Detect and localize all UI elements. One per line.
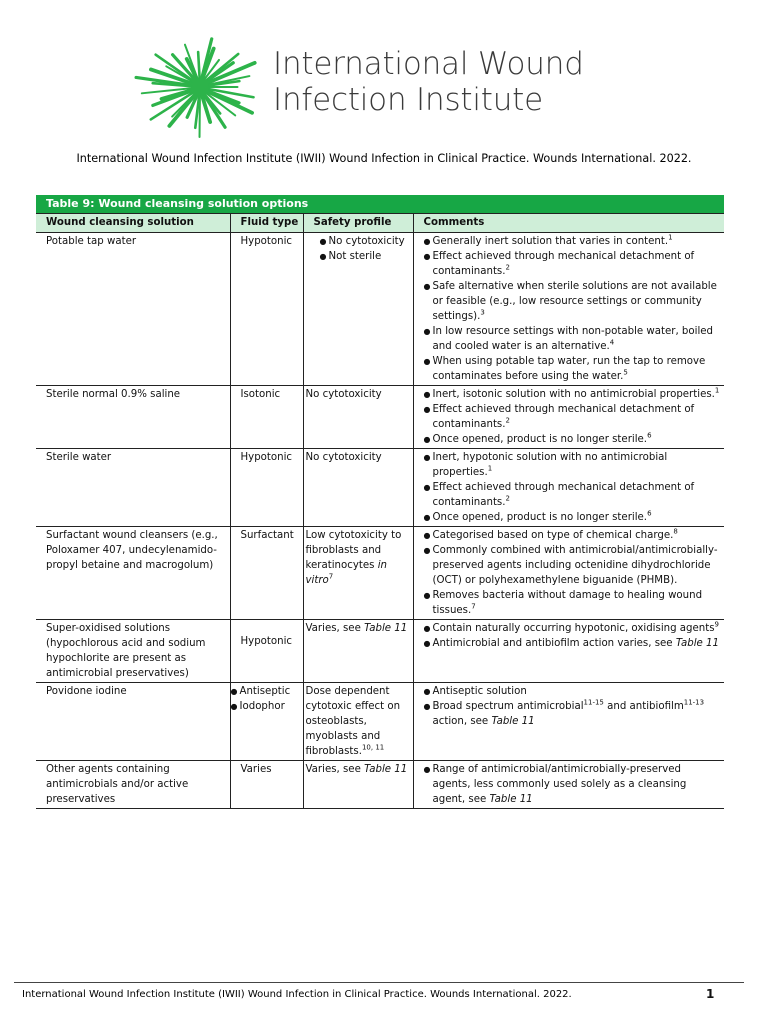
comments-cell — [413, 620, 724, 683]
comments-cell — [413, 527, 724, 620]
comment-item: ● Broad spectrum antimicrobial$^{11-15}$ and antibiofilm$^{11-13}$ action, see Table 11 — [424, 699, 721, 729]
comment-item: ● Effect achieved through mechanical detachment of contaminants.$^2$ — [424, 249, 721, 279]
safety-profile-cell: No cytotoxicity — [303, 386, 413, 449]
comments-cell — [413, 683, 724, 761]
comment-item: ● Antimicrobial and antibiofilm action varies, see Table 11 — [424, 636, 721, 651]
comments-cell — [413, 233, 724, 386]
column-header-solution: Wound cleansing solution — [36, 214, 230, 233]
column-header-comments: Comments — [413, 214, 724, 233]
safety-profile-cell — [303, 233, 413, 386]
table-row — [36, 761, 724, 809]
table-title: Table 9: Wound cleansing solution options — [36, 195, 724, 214]
solution-cell: Other agents containing antimicrobials and/or active preservatives — [36, 761, 230, 809]
footer-citation: International Wound Infection Institute (IWII) Wound Infection in Clinical Practice. Wounds International. 2022. — [22, 989, 572, 1000]
comments-cell — [413, 761, 724, 809]
comment-item: ● Safe alternative when sterile solutions are not available or feasible (e.g., low resource settings or community settings).$^3$ — [424, 279, 721, 324]
fluid-type-cell: Isotonic — [230, 386, 303, 449]
table-row — [36, 449, 724, 527]
solution-cell: Potable tap water — [36, 233, 230, 386]
comment-item: ● Antiseptic solution — [424, 684, 721, 699]
fluid-type-cell: Hypotonic — [230, 620, 303, 683]
table-row — [36, 386, 724, 449]
comment-item: ● Inert, isotonic solution with no antimicrobial properties.$^1$ — [424, 387, 721, 402]
table-row — [36, 620, 724, 683]
logo — [120, 22, 640, 144]
comment-item: ● Generally inert solution that varies in content.$^1$ — [424, 234, 721, 249]
safety-item: ● No cytotoxicity — [320, 234, 409, 249]
fluid-type-cell: Surfactant — [230, 527, 303, 620]
safety-profile-cell: Varies, see Table 11 — [303, 761, 413, 809]
solution-cell: Surfactant wound cleansers (e.g., Poloxamer 407, undecylenamido-propyl betaine and macrogolum) — [36, 527, 230, 620]
comment-item: ● Inert, hypotonic solution with no antimicrobial properties.$^1$ — [424, 450, 721, 480]
table-title-row — [36, 195, 724, 214]
column-header-safety-profile: Safety profile — [303, 214, 413, 233]
safety-profile-cell: Dose dependent cytotoxic effect on osteoblasts, myoblasts and fibroblasts.$^{10, 11}$ — [303, 683, 413, 761]
fluid-item: ● Iodophor — [231, 699, 299, 714]
fluid-item: ● Antiseptic — [231, 684, 299, 699]
page-number: 1 — [706, 987, 715, 1001]
comment-item: ● Removes bacteria without damage to healing wound tissues.$^7$ — [424, 588, 721, 618]
comment-item: ● Range of antimicrobial/antimicrobially-preserved agents, less commonly used solely as a cleansing agent, see Table 11 — [424, 762, 721, 807]
citation: International Wound Infection Institute (IWII) Wound Infection in Clinical Practice. Wounds International. 2022. — [76, 152, 692, 165]
solution-cell: Povidone iodine — [36, 683, 230, 761]
logo-line-2: Infection Institute — [273, 82, 543, 118]
solution-cell: Sterile normal 0.9% saline — [36, 386, 230, 449]
comments-cell — [413, 386, 724, 449]
comment-item: ● Contain naturally occurring hypotonic, oxidising agents$^9$ — [424, 621, 721, 636]
footer-divider — [14, 982, 744, 983]
fluid-type-cell: Hypotonic — [230, 449, 303, 527]
comment-item: ● Effect achieved through mechanical detachment of contaminants.$^2$ — [424, 480, 721, 510]
starburst-logo-icon — [132, 27, 272, 141]
safety-profile-cell: Low cytotoxicity to fibroblasts and keratinocytes in vitro$^7$ — [303, 527, 413, 620]
safety-profile-cell: Varies, see Table 11 — [303, 620, 413, 683]
comment-item: ● Effect achieved through mechanical detachment of contaminants.$^2$ — [424, 402, 721, 432]
solution-cell: Super-oxidised solutions (hypochlorous acid and sodium hypochlorite are present as antimicrobial preservatives) — [36, 620, 230, 683]
fluid-type-cell — [230, 683, 303, 761]
solution-cell: Sterile water — [36, 449, 230, 527]
comment-item: ● Once opened, product is no longer sterile.$^6$ — [424, 510, 721, 525]
logo-wordmark — [273, 46, 584, 118]
comment-item: ● Commonly combined with antimicrobial/antimicrobially-preserved agents including octenidine dihydrochloride (OCT) or polyhexamethylene biguanide (PHMB). — [424, 543, 721, 588]
table-row — [36, 683, 724, 761]
column-header-fluid-type: Fluid type — [230, 214, 303, 233]
comments-cell — [413, 449, 724, 527]
table-row — [36, 233, 724, 386]
safety-item: ● Not sterile — [320, 249, 409, 264]
comment-item: ● Once opened, product is no longer sterile.$^6$ — [424, 432, 721, 447]
fluid-type-cell: Hypotonic — [230, 233, 303, 386]
safety-profile-cell: No cytotoxicity — [303, 449, 413, 527]
comment-item: ● When using potable tap water, run the tap to remove contaminates before using the water.$^5$ — [424, 354, 721, 384]
comment-item: ● In low resource settings with non-potable water, boiled and cooled water is an alternative.$^4$ — [424, 324, 721, 354]
table-header-row — [36, 214, 724, 233]
table-row — [36, 527, 724, 620]
fluid-type-cell: Varies — [230, 761, 303, 809]
logo-line-1: International Wound — [273, 46, 584, 82]
comment-item: ● Categorised based on type of chemical charge.$^8$ — [424, 528, 721, 543]
cleansing-solution-table — [36, 195, 724, 809]
